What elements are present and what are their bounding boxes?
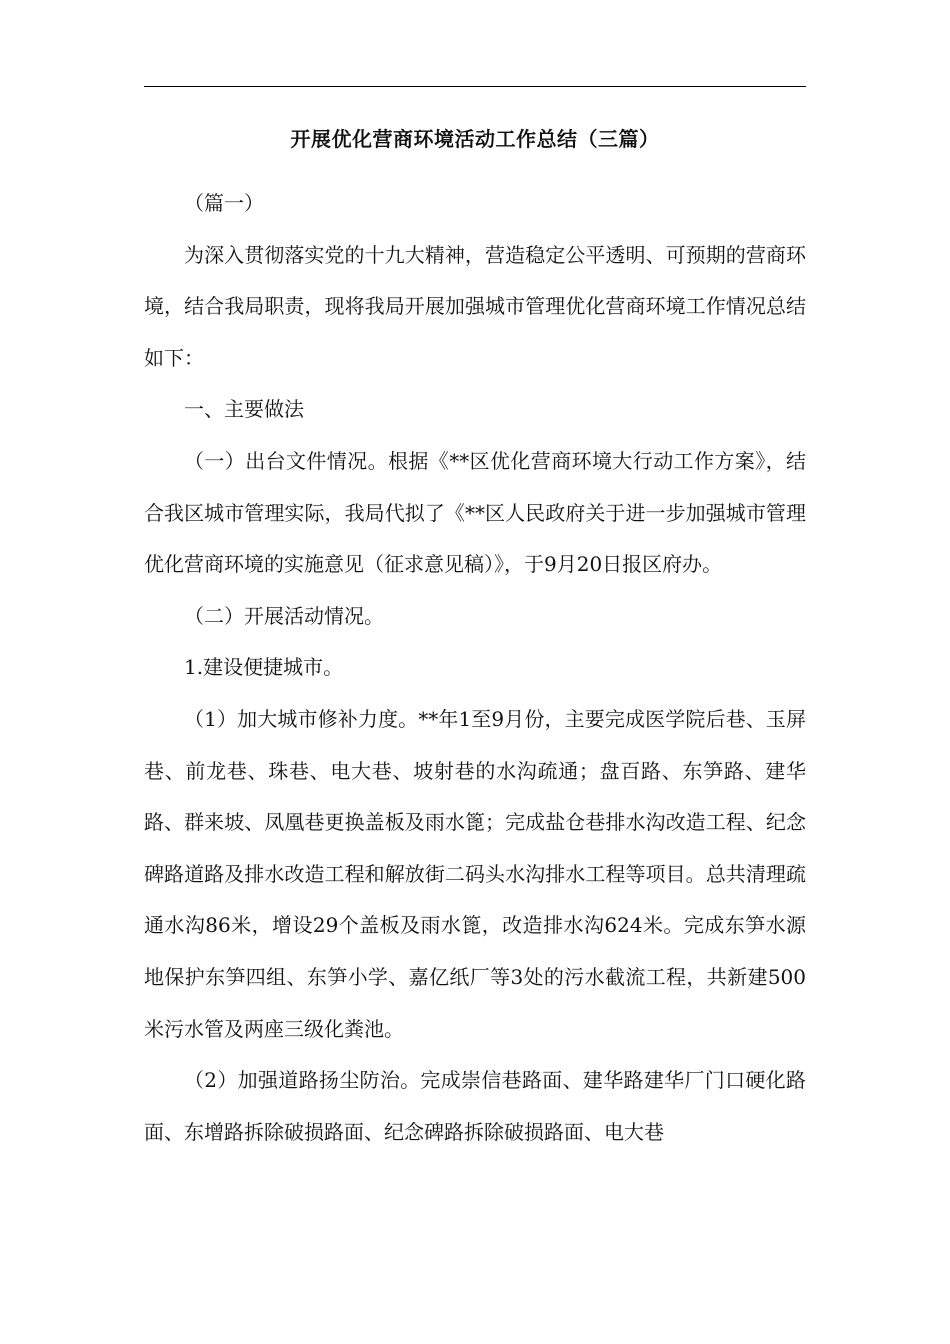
heading-main-practices: 一、主要做法 — [184, 397, 304, 422]
paragraph-section-label: （篇一） — [184, 191, 264, 215]
heading-convenient-city: 1.建设便捷城市。 — [184, 655, 344, 680]
paragraph-dust-control: （2）加强道路扬尘防治。完成崇信巷路面、建华路建华厂门口硬化路面、东增路拆除破损路面、纪念碑路拆除破损路面、电大巷 — [144, 1068, 806, 1144]
paragraph-documents: （一）出台文件情况。根据《**区优化营商环境大行动工作方案》，结合我区城市管理实际，我局代拟了《**区人民政府关于进一步加强城市管理优化营商环境的实施意见（征求意见稿）》，于9月20日报区府办。 — [144, 448, 806, 577]
paragraph-city-repair: （1）加大城市修补力度。**年1至9月份，主要完成医学院后巷、玉屏巷、前龙巷、珠巷、电大巷、坡射巷的水沟疏通；盘百路、东笋路、建华路、群来坡、凤凰巷更换盖板及雨水篦；完成盐仓巷排水沟改造工程、纪念碑路道路及排水改造工程和解放街二码头水沟排水工程等项目。总共清理疏通水沟86米，增设29个盖板及雨水篦，改造排水沟624米。完成东笋水源地保护东笋四组、东笋小学、嘉亿纸厂等3处的污水截流工程，共新建500米污水管及两座三级化粪池。 — [144, 706, 806, 1041]
header-rule — [144, 86, 806, 87]
document-title: 开展优化营商环境活动工作总结（三篇） — [290, 127, 660, 151]
document-body — [144, 178, 806, 1158]
paragraph-intro: 为深入贯彻落实党的十九大精神，营造稳定公平透明、可预期的营商环境，结合我局职责，现将我局开展加强城市管理优化营商环境工作情况总结如下： — [144, 242, 806, 370]
heading-activities: （二）开展活动情况。 — [184, 603, 384, 628]
